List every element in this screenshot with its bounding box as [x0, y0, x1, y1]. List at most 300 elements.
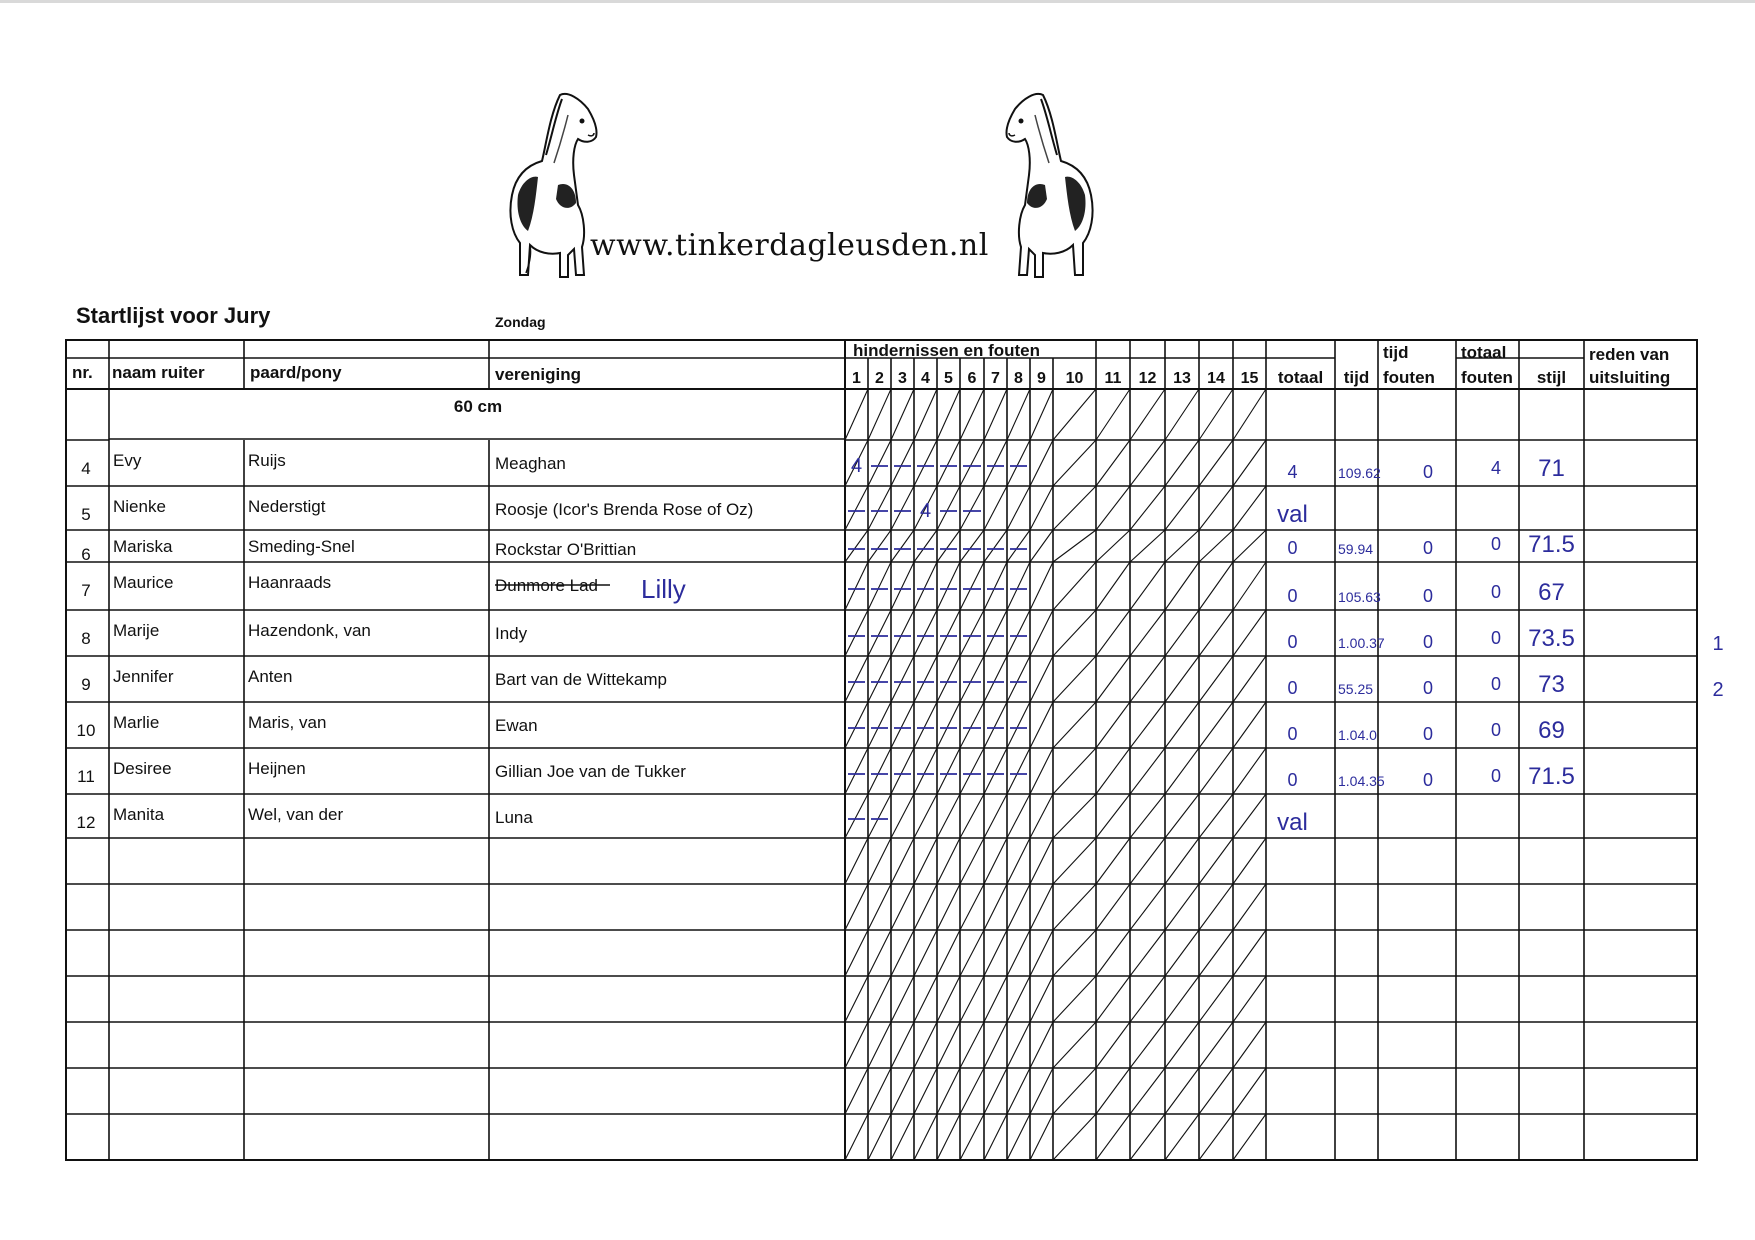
- row-nr: 6: [81, 545, 91, 564]
- obstacle-cell-slash: [960, 976, 984, 1022]
- row-horse: Hazendonk, van: [248, 621, 371, 640]
- obstacle-cell-slash: [868, 794, 891, 838]
- obstacle-cell-slash: [1053, 930, 1096, 976]
- obstacle-cell-slash: [1053, 884, 1096, 930]
- row-horse: Maris, van: [248, 713, 327, 732]
- obstacle-cell-slash: [1030, 702, 1053, 748]
- obstacle-cell-slash: [1053, 610, 1096, 656]
- obstacle-cell-slash: [1165, 389, 1199, 440]
- obstacle-cell-slash: [1130, 530, 1165, 562]
- obstacle-cell-slash: [1233, 440, 1266, 486]
- obstacle-cell-slash: [891, 1114, 914, 1160]
- row-nr: 5: [81, 505, 91, 524]
- obstacle-cell-slash: [845, 884, 868, 930]
- obstacle-cell-slash: [1030, 562, 1053, 610]
- obstacle-cell-slash: [891, 884, 914, 930]
- obstacle-cell-slash: [914, 976, 937, 1022]
- obstacle-cell-slash: [845, 1022, 868, 1068]
- obstacle-cell-slash: [1199, 656, 1233, 702]
- obstacle-cell-slash: [1199, 440, 1233, 486]
- obstacle-cell-slash: [845, 930, 868, 976]
- row-time-faults: 0: [1422, 538, 1434, 558]
- row-style: 71.5: [1528, 531, 1575, 558]
- row-time-faults: 0: [1422, 678, 1434, 698]
- obstacle-cell-slash: [1007, 838, 1030, 884]
- obstacle-cell-slash: [845, 562, 868, 610]
- obstacle-cell-slash: [1053, 1022, 1096, 1068]
- margin-rank: 1: [1712, 633, 1724, 655]
- obstacle-cell-slash: [1199, 562, 1233, 610]
- obstacle-number-10: 10: [1065, 370, 1084, 387]
- col-header-time-faults-top: tijd: [1383, 343, 1409, 362]
- row-club: Gillian Joe van de Tukker: [495, 762, 686, 781]
- row-rider: Nienke: [113, 497, 166, 516]
- obstacle-cell-slash: [1007, 1114, 1030, 1160]
- obstacle-cell-slash: [1007, 1068, 1030, 1114]
- obstacle-cell-slash: [1007, 486, 1030, 530]
- obstacle-cell-slash: [1053, 562, 1096, 610]
- obstacle-cell-slash: [1096, 440, 1130, 486]
- row-time: 55.25: [1338, 681, 1374, 697]
- obstacle-cell-slash: [868, 440, 891, 486]
- obstacle-cell-slash: [891, 1022, 914, 1068]
- obstacle-cell-slash: [891, 389, 914, 440]
- obstacle-cell-slash: [1130, 748, 1165, 794]
- obstacle-cell-slash: [984, 440, 1007, 486]
- obstacle-cell-slash: [891, 1068, 914, 1114]
- obstacle-cell-slash: [937, 976, 960, 1022]
- obstacle-cell-slash: [1053, 976, 1096, 1022]
- obstacle-cell-slash: [868, 748, 891, 794]
- obstacle-cell-slash: [1030, 1114, 1053, 1160]
- row-rider: Evy: [113, 451, 142, 470]
- obstacle-cell-slash: [1165, 884, 1199, 930]
- obstacle-cell-slash: [1007, 610, 1030, 656]
- obstacle-cell-slash: [984, 389, 1007, 440]
- row-club-struck: Dunmore Lad: [495, 576, 599, 595]
- obstacle-cell-slash: [914, 656, 937, 702]
- obstacle-number-3: 3: [898, 370, 907, 387]
- col-header-total: totaal: [1277, 368, 1324, 387]
- obstacle-number-14: 14: [1207, 370, 1225, 387]
- obstacle-cell-slash: [1165, 440, 1199, 486]
- row-style: 69: [1538, 717, 1565, 744]
- obstacle-number-7: 7: [991, 370, 1000, 387]
- obstacle-cell-slash: [1030, 486, 1053, 530]
- obstacle-cell-slash: [937, 562, 960, 610]
- obstacle-cell-slash: [1199, 530, 1233, 562]
- obstacle-cell-slash: [1199, 389, 1233, 440]
- col-header-club: vereniging: [495, 365, 581, 384]
- obstacle-cell-slash: [960, 610, 984, 656]
- row-rider: Desiree: [113, 759, 172, 778]
- col-header-time: tijd: [1343, 368, 1370, 387]
- obstacle-cell-slash: [1096, 486, 1130, 530]
- row-nr: 4: [81, 459, 91, 478]
- obstacle-cell-slash: [960, 1022, 984, 1068]
- obstacle-cell-slash: [1130, 884, 1165, 930]
- obstacle-cell-slash: [1096, 930, 1130, 976]
- obstacle-cell-slash: [1199, 884, 1233, 930]
- obstacle-cell-slash: [868, 530, 891, 562]
- obstacle-cell-slash: [1199, 930, 1233, 976]
- row-club: Luna: [495, 808, 533, 827]
- obstacle-cell-slash: [960, 1114, 984, 1160]
- obstacle-cell-slash: [1096, 976, 1130, 1022]
- obstacle-cell-slash: [1030, 838, 1053, 884]
- margin-rank: 2: [1712, 679, 1724, 701]
- obstacle-cell-slash: [960, 486, 984, 530]
- obstacle-cell-slash: [845, 794, 868, 838]
- col-header-nr: nr.: [72, 363, 93, 382]
- obstacle-cell-slash: [891, 656, 914, 702]
- obstacle-cell-slash: [914, 562, 937, 610]
- obstacle-cell-slash: [891, 930, 914, 976]
- obstacle-cell-slash: [1130, 930, 1165, 976]
- obstacle-cell-slash: [1053, 530, 1096, 562]
- obstacle-cell-slash: [868, 562, 891, 610]
- row-nr: 11: [77, 767, 95, 786]
- obstacle-cell-slash: [937, 748, 960, 794]
- row-total: 0: [1287, 586, 1298, 606]
- obstacle-cell-slash: [984, 530, 1007, 562]
- obstacle-cell-slash: [891, 838, 914, 884]
- obstacle-cell-slash: [1096, 748, 1130, 794]
- row-rider: Marije: [113, 621, 160, 640]
- obstacle-cell-slash: [891, 486, 914, 530]
- obstacle-cell-slash: [937, 656, 960, 702]
- row-total-faults: 0: [1490, 582, 1502, 602]
- row-style: 73.5: [1528, 625, 1575, 652]
- obstacle-cell-slash: [937, 838, 960, 884]
- obstacle-cell-slash: [1130, 794, 1165, 838]
- row-style: 73: [1538, 671, 1565, 698]
- obstacle-cell-slash: [868, 702, 891, 748]
- obstacle-cell-slash: [1165, 610, 1199, 656]
- obstacle-cell-slash: [1199, 486, 1233, 530]
- obstacle-cell-slash: [845, 838, 868, 884]
- obstacle-cell-slash: [1165, 1114, 1199, 1160]
- obstacle-cell-slash: [1096, 1068, 1130, 1114]
- obstacle-cell-slash: [1233, 389, 1266, 440]
- obstacle-cell-slash: [914, 1022, 937, 1068]
- row-total: 0: [1287, 678, 1298, 698]
- site-url: www.tinkerdagleusden.nl: [590, 228, 989, 263]
- obstacle-cell-slash: [1053, 838, 1096, 884]
- obstacle-cell-slash: [960, 838, 984, 884]
- obstacle-cell-slash: [1130, 440, 1165, 486]
- obstacle-number-9: 9: [1037, 370, 1046, 387]
- obstacle-cell-slash: [984, 1068, 1007, 1114]
- obstacle-cell-slash: [984, 656, 1007, 702]
- row-total: 0: [1287, 632, 1298, 652]
- obstacle-cell-slash: [937, 930, 960, 976]
- obstacle-cell-slash: [1053, 440, 1096, 486]
- obstacle-cell-slash: [960, 884, 984, 930]
- obstacle-number-8: 8: [1014, 370, 1023, 387]
- row-club-handwritten: Lilly: [641, 574, 686, 604]
- obstacle-cell-slash: [937, 440, 960, 486]
- obstacle-cell-slash: [914, 389, 937, 440]
- row-style: 67: [1538, 579, 1565, 606]
- obstacle-cell-slash: [1096, 389, 1130, 440]
- row-horse: Heijnen: [248, 759, 306, 778]
- obstacle-cell-slash: [845, 486, 868, 530]
- row-horse: Ruijs: [248, 451, 286, 470]
- row-time: 1.04.0: [1338, 727, 1377, 743]
- obstacle-number-1: 1: [852, 370, 861, 387]
- obstacle-cell-slash: [937, 884, 960, 930]
- obstacle-cell-slash: [1199, 702, 1233, 748]
- obstacle-cell-slash: [914, 440, 937, 486]
- obstacle-cell-slash: [984, 1114, 1007, 1160]
- obstacle-cell-slash: [984, 930, 1007, 976]
- row-rider: Manita: [113, 805, 165, 824]
- row-nr: 8: [81, 629, 91, 648]
- obstacle-cell-slash: [1233, 930, 1266, 976]
- obstacle-cell-slash: [914, 838, 937, 884]
- obstacle-cell-slash: [1030, 610, 1053, 656]
- col-header-time-faults-bottom: fouten: [1383, 368, 1435, 387]
- obstacle-cell-slash: [1199, 838, 1233, 884]
- row-total-faults: 0: [1490, 766, 1502, 786]
- obstacle-cell-slash: [868, 486, 891, 530]
- obstacle-cell-slash: [937, 486, 960, 530]
- obstacle-cell-slash: [1007, 930, 1030, 976]
- obstacle-cell-slash: [1233, 884, 1266, 930]
- row-club: Ewan: [495, 716, 538, 735]
- row-time-faults: 0: [1422, 586, 1434, 606]
- obstacle-cell-slash: [984, 748, 1007, 794]
- row-club: Bart van de Wittekamp: [495, 670, 667, 689]
- col-header-reason-top: reden van: [1589, 345, 1670, 364]
- row-nr: 10: [76, 721, 96, 740]
- row-horse: Nederstigt: [248, 497, 326, 516]
- obstacle-cell-slash: [1233, 748, 1266, 794]
- row-total: 4: [1287, 462, 1298, 482]
- row-time-faults: 0: [1422, 770, 1434, 790]
- col-header-total-faults-bottom: fouten: [1461, 368, 1513, 387]
- obstacle-cell-slash: [1096, 794, 1130, 838]
- obstacle-cell-slash: [891, 562, 914, 610]
- obstacle-cell-slash: [868, 1114, 891, 1160]
- obstacle-number-12: 12: [1138, 370, 1157, 387]
- obstacle-cell-slash: [845, 748, 868, 794]
- obstacle-cell-slash: [1007, 530, 1030, 562]
- row-total-faults: 0: [1490, 720, 1502, 740]
- obstacle-cell-slash: [868, 838, 891, 884]
- row-total: val: [1277, 501, 1308, 528]
- obstacle-cell-slash: [1233, 1114, 1266, 1160]
- row-time: 1.00.37: [1338, 635, 1385, 651]
- obstacle-cell-slash: [1233, 562, 1266, 610]
- obstacle-cell-slash: [891, 794, 914, 838]
- obstacle-cell-slash: [914, 530, 937, 562]
- obstacle-cell-slash: [1096, 530, 1130, 562]
- row-club: Indy: [495, 624, 528, 643]
- obstacle-cell-slash: [1030, 884, 1053, 930]
- obstacle-cell-slash: [891, 748, 914, 794]
- obstacle-cell-slash: [1233, 486, 1266, 530]
- obstacle-cell-slash: [868, 884, 891, 930]
- obstacle-cell-slash: [984, 1022, 1007, 1068]
- obstacle-cell-slash: [914, 794, 937, 838]
- obstacle-cell-slash: [845, 976, 868, 1022]
- obstacle-cell-slash: [1007, 748, 1030, 794]
- obstacle-cell-slash: [914, 1068, 937, 1114]
- obstacle-cell-slash: [984, 562, 1007, 610]
- obstacle-cell-slash: [1007, 656, 1030, 702]
- obstacle-cell-slash: [914, 702, 937, 748]
- obstacle-cell-slash: [1199, 794, 1233, 838]
- row-club: Meaghan: [495, 454, 566, 473]
- obstacle-cell-slash: [1233, 794, 1266, 838]
- row-rider: Jennifer: [113, 667, 174, 686]
- obstacle-cell-slash: [845, 389, 868, 440]
- obstacle-mark-fault: 4: [919, 500, 932, 522]
- obstacle-cell-slash: [1199, 1068, 1233, 1114]
- obstacle-cell-slash: [1233, 656, 1266, 702]
- obstacle-cell-slash: [937, 1022, 960, 1068]
- obstacle-cell-slash: [937, 610, 960, 656]
- obstacle-cell-slash: [1007, 702, 1030, 748]
- obstacle-cell-slash: [1233, 838, 1266, 884]
- obstacle-cell-slash: [1096, 1114, 1130, 1160]
- row-total-faults: 0: [1490, 674, 1502, 694]
- obstacle-cell-slash: [1053, 1114, 1096, 1160]
- obstacle-mark-fault: 4: [850, 455, 863, 477]
- obstacle-cell-slash: [891, 440, 914, 486]
- obstacle-cell-slash: [1007, 976, 1030, 1022]
- obstacle-cell-slash: [1130, 1022, 1165, 1068]
- obstacle-cell-slash: [1030, 976, 1053, 1022]
- obstacle-cell-slash: [984, 838, 1007, 884]
- row-style: 71: [1538, 455, 1565, 482]
- obstacle-cell-slash: [937, 1114, 960, 1160]
- obstacle-cell-slash: [1096, 1022, 1130, 1068]
- obstacle-cell-slash: [1130, 702, 1165, 748]
- obstacle-cell-slash: [960, 930, 984, 976]
- obstacle-number-5: 5: [944, 370, 953, 387]
- row-nr: 9: [81, 675, 91, 694]
- obstacle-cell-slash: [1165, 656, 1199, 702]
- obstacle-cell-slash: [1007, 884, 1030, 930]
- obstacle-cell-slash: [960, 440, 984, 486]
- obstacle-number-15: 15: [1240, 370, 1259, 387]
- row-total-faults: 4: [1490, 458, 1502, 478]
- obstacle-cell-slash: [1165, 1068, 1199, 1114]
- obstacle-cell-slash: [1030, 794, 1053, 838]
- obstacle-cell-slash: [1199, 610, 1233, 656]
- obstacle-cell-slash: [937, 794, 960, 838]
- obstacle-cell-slash: [1165, 702, 1199, 748]
- obstacle-cell-slash: [984, 486, 1007, 530]
- obstacle-cell-slash: [1233, 610, 1266, 656]
- obstacle-cell-slash: [1165, 838, 1199, 884]
- obstacle-cell-slash: [868, 656, 891, 702]
- obstacle-cell-slash: [960, 1068, 984, 1114]
- obstacle-cell-slash: [1130, 838, 1165, 884]
- obstacle-cell-slash: [1096, 610, 1130, 656]
- row-style: 71.5: [1528, 763, 1575, 790]
- obstacle-cell-slash: [1053, 486, 1096, 530]
- obstacle-cell-slash: [1199, 976, 1233, 1022]
- obstacle-cell-slash: [914, 1114, 937, 1160]
- obstacle-cell-slash: [868, 1068, 891, 1114]
- row-time-faults: 0: [1422, 632, 1434, 652]
- obstacle-cell-slash: [960, 562, 984, 610]
- obstacle-cell-slash: [1233, 1022, 1266, 1068]
- section-label: 60 cm: [453, 397, 503, 416]
- col-header-obstacles-group: hindernissen en fouten: [853, 341, 1041, 360]
- obstacle-cell-slash: [1007, 794, 1030, 838]
- obstacle-cell-slash: [1199, 1022, 1233, 1068]
- obstacle-cell-slash: [1053, 656, 1096, 702]
- row-total-faults: 0: [1490, 628, 1502, 648]
- row-total: 0: [1287, 770, 1298, 790]
- obstacle-cell-slash: [845, 702, 868, 748]
- row-total: 0: [1287, 724, 1298, 744]
- obstacle-cell-slash: [1165, 930, 1199, 976]
- row-rider: Marlie: [113, 713, 160, 732]
- obstacle-cell-slash: [984, 976, 1007, 1022]
- obstacle-cell-slash: [1233, 1068, 1266, 1114]
- obstacle-cell-slash: [984, 610, 1007, 656]
- obstacle-cell-slash: [1199, 1114, 1233, 1160]
- obstacle-cell-slash: [1030, 748, 1053, 794]
- row-time: 1.04.35: [1338, 773, 1385, 789]
- page-title: Startlijst voor Jury: [76, 303, 271, 328]
- obstacle-cell-slash: [1233, 702, 1266, 748]
- obstacle-cell-slash: [868, 1022, 891, 1068]
- obstacle-cell-slash: [1165, 562, 1199, 610]
- obstacle-number-4: 4: [921, 370, 930, 387]
- table-frame: [66, 340, 1697, 1160]
- obstacle-cell-slash: [1007, 389, 1030, 440]
- obstacle-cell-slash: [984, 794, 1007, 838]
- obstacle-cell-slash: [1030, 389, 1053, 440]
- row-time: 105.63: [1338, 589, 1381, 605]
- row-time: 59.94: [1338, 541, 1374, 557]
- obstacle-cell-slash: [937, 1068, 960, 1114]
- obstacle-number-6: 6: [967, 370, 977, 387]
- row-nr: 12: [76, 813, 96, 832]
- col-header-style: stijl: [1536, 368, 1567, 387]
- obstacle-cell-slash: [984, 702, 1007, 748]
- row-total-faults: 0: [1490, 534, 1502, 554]
- obstacle-cell-slash: [1165, 976, 1199, 1022]
- obstacle-cell-slash: [845, 1114, 868, 1160]
- obstacle-number-11: 11: [1104, 370, 1122, 387]
- obstacle-cell-slash: [1053, 389, 1096, 440]
- obstacle-cell-slash: [937, 389, 960, 440]
- obstacle-cell-slash: [1096, 702, 1130, 748]
- obstacle-cell-slash: [1096, 838, 1130, 884]
- obstacle-cell-slash: [914, 884, 937, 930]
- obstacle-cell-slash: [937, 530, 960, 562]
- obstacle-cell-slash: [1130, 562, 1165, 610]
- obstacle-number-13: 13: [1173, 370, 1191, 387]
- obstacle-cell-slash: [1130, 976, 1165, 1022]
- col-header-horse: paard/pony: [250, 363, 342, 382]
- row-nr: 7: [81, 581, 91, 600]
- obstacle-cell-slash: [1007, 562, 1030, 610]
- obstacle-cell-slash: [984, 884, 1007, 930]
- obstacle-cell-slash: [1165, 486, 1199, 530]
- obstacle-cell-slash: [1130, 486, 1165, 530]
- obstacle-cell-slash: [1130, 656, 1165, 702]
- obstacle-cell-slash: [1030, 1022, 1053, 1068]
